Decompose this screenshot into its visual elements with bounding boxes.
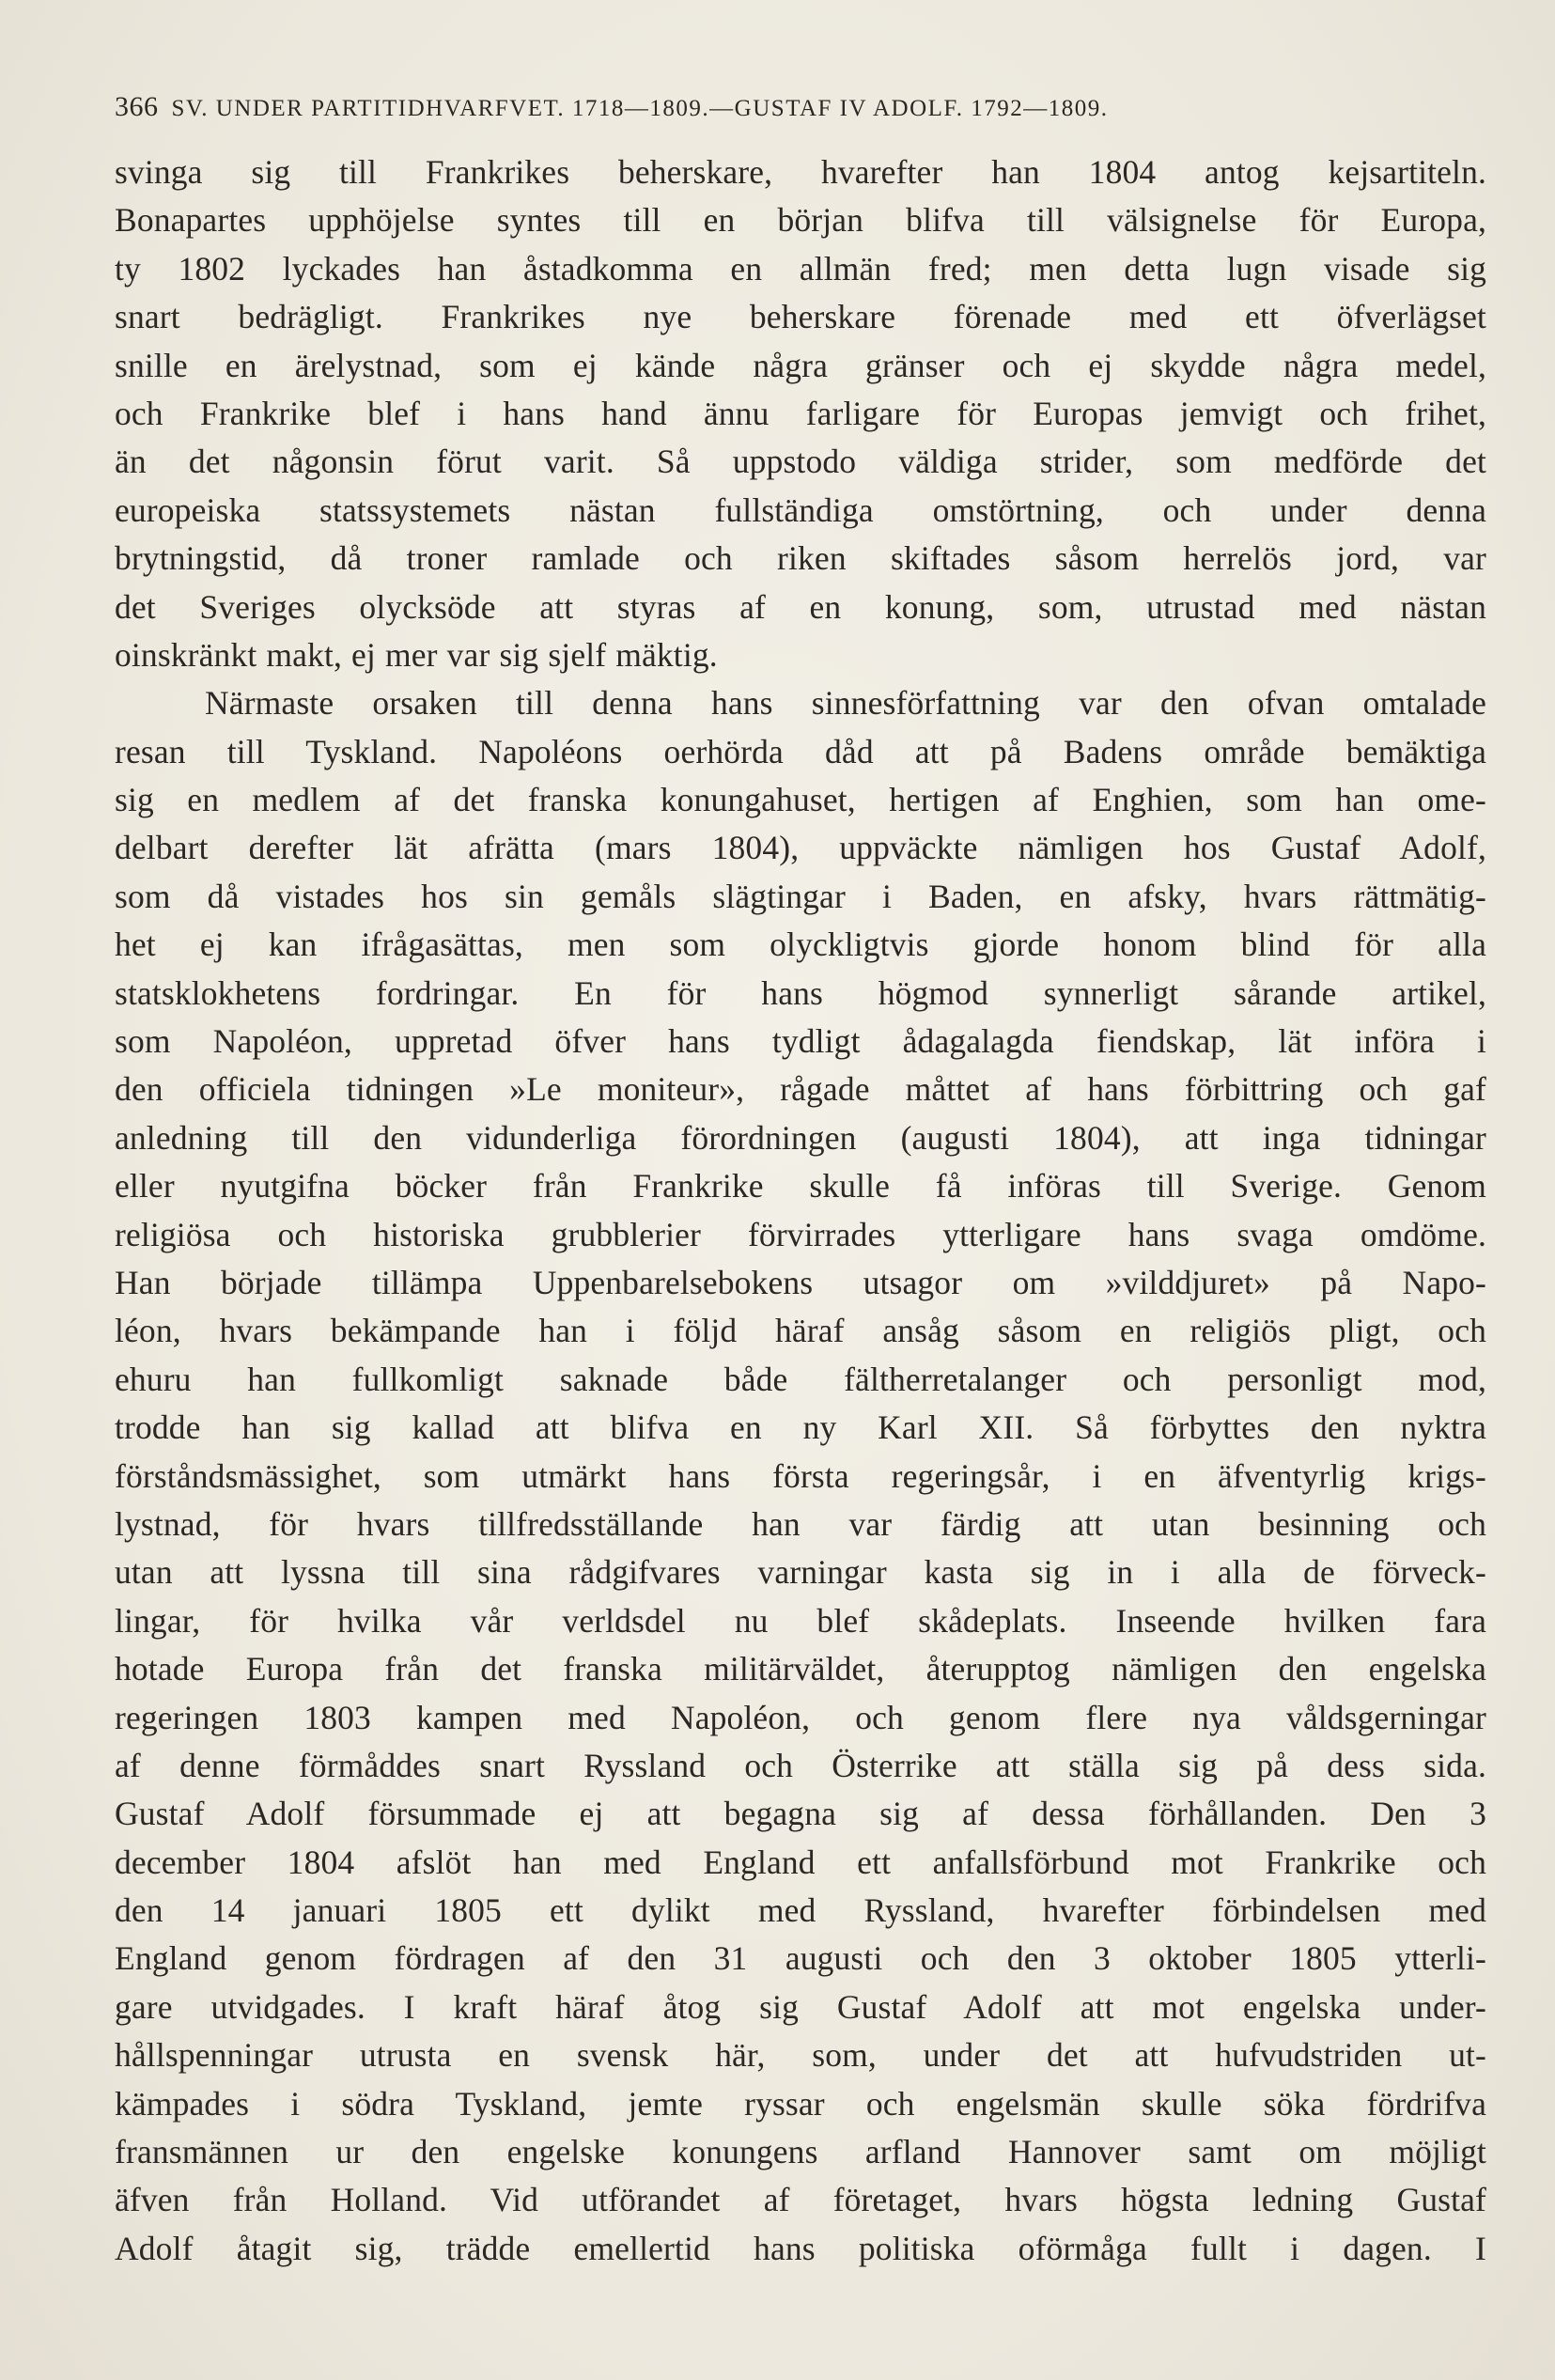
text-line: svinga sig till Frankrikes beherskare, hvarefter han 1804 antog kejsartiteln.: [115, 153, 1486, 191]
text-line: utan att lyssna till sina rådgifvares varningar kasta sig in i alla de förveck-: [115, 1553, 1486, 1592]
page-number: 366: [115, 91, 159, 122]
text-line: anledning till den vidunderliga förordningen (augusti 1804), att inga tidningar: [115, 1118, 1486, 1157]
text-line: trodde han sig kallad att blifva en ny Karl XII. Så förbyttes den nyktra: [115, 1408, 1486, 1447]
text-line: än det någonsin förut varit. Så uppstodo väldiga strider, som medförde det: [115, 443, 1486, 481]
text-line: het ej kan ifrågasättas, men som olyckligtvis gjorde honom blind för alla: [115, 926, 1486, 964]
text-line: Bonapartes upphöjelse syntes till en början blifva till välsignelse för Europa,: [115, 201, 1486, 240]
text-line: ehuru han fullkomligt saknade både fältherretalanger och personligt mod,: [115, 1360, 1486, 1398]
text-line: eller nyutgifna böcker från Frankrike skulle få införas till Sverige. Genom: [115, 1167, 1486, 1206]
paragraph-start-line: Närmaste orsaken till denna hans sinnesförfattning var den ofvan omtalade: [205, 684, 1486, 723]
text-line: hotade Europa från det franska militärväldet, återupptog nämligen den engelska: [115, 1650, 1486, 1688]
text-line: det Sveriges olycksöde att styras af en konung, som, utrustad med nästan: [115, 587, 1486, 626]
text-line: snille en ärelystnad, som ej kände några gränser och ej skydde några medel,: [115, 346, 1486, 384]
text-line: brytningstid, då troner ramlade och riken skiftades såsom herrelös jord, var: [115, 539, 1486, 578]
text-line: kämpades i södra Tyskland, jemte ryssar och engelsmän skulle söka fördrifva: [115, 2084, 1486, 2123]
text-line: af denne förmåddes snart Ryssland och Österrike att ställa sig på dess sida.: [115, 1746, 1486, 1784]
text-line: äfven från Holland. Vid utförandet af företaget, hvars högsta ledning Gustaf: [115, 2181, 1486, 2219]
text-line: och Frankrike blef i hans hand ännu farligare för Europas jemvigt och frihet,: [115, 394, 1486, 432]
text-line: december 1804 afslöt han med England ett anfallsförbund mot Frankrike och: [115, 1843, 1486, 1881]
text-line: delbart derefter lät afrätta (mars 1804), uppväckte nämligen hos Gustaf Adolf,: [115, 829, 1486, 867]
text-line: hållspenningar utrusta en svensk här, som, under det att hufvudstriden ut-: [115, 2036, 1486, 2075]
text-line: som Napoléon, uppretad öfver hans tydligt ådagalagda fiendskap, lät införa i: [115, 1022, 1486, 1061]
text-line: lystnad, för hvars tillfredsställande han var färdig att utan besinning och: [115, 1504, 1486, 1543]
text-line: förståndsmässighet, som utmärkt hans första regeringsår, i en äfventyrlig krigs-: [115, 1456, 1486, 1495]
text-line: fransmännen ur den engelske konungens arfland Hannover samt om möjligt: [115, 2133, 1486, 2171]
text-line: resan till Tyskland. Napoléons oerhörda dåd att på Badens område bemäktiga: [115, 732, 1486, 770]
text-line: sig en medlem af det franska konungahuset, hertigen af Enghien, som han ome-: [115, 781, 1486, 819]
text-line: Adolf åtagit sig, trädde emellertid hans politiska oförmåga fullt i dagen. I: [115, 2229, 1486, 2267]
running-header: [115, 91, 1444, 129]
text-line: den officiela tidningen »Le moniteur», rågade måttet af hans förbittring och gaf: [115, 1070, 1486, 1109]
text-line: europeiska statssystemets nästan fullständiga omstörtning, och under denna: [115, 490, 1486, 529]
body-text: [115, 148, 1486, 2273]
text-line: regeringen 1803 kampen med Napoléon, och genom flere nya våldsgerningar: [115, 1698, 1486, 1736]
text-line: England genom fördragen af den 31 augusti och den 3 oktober 1805 ytterli-: [115, 1939, 1486, 1978]
text-line: snart bedrägligt. Frankrikes nye beherskare förenade med ett öfverlägset: [115, 298, 1486, 336]
text-line: ty 1802 lyckades han åstadkomma en allmän fred; men detta lugn visade sig: [115, 249, 1486, 288]
text-line: gare utvidgades. I kraft häraf åtog sig Gustaf Adolf att mot engelska under-: [115, 1987, 1486, 2026]
text-line: den 14 januari 1805 ett dylikt med Ryssland, hvarefter förbindelsen med: [115, 1891, 1486, 1930]
text-line: Gustaf Adolf försummade ej att begagna sig af dessa förhållanden. Den 3: [115, 1795, 1486, 1833]
text-line: religiösa och historiska grubblerier förvirrades ytterligare hans svaga omdöme.: [115, 1215, 1486, 1253]
paragraph-end-line: oinskränkt makt, ej mer var sig sjelf mäktig.: [115, 635, 718, 674]
text-line: léon, hvars bekämpande han i följd häraf ansåg såsom en religiös pligt, och: [115, 1312, 1486, 1350]
text-line: Han började tillämpa Uppenbarelsebokens utsagor om »vilddjuret» på Napo-: [115, 1263, 1486, 1301]
text-line: som då vistades hos sin gemåls slägtingar i Baden, en afsky, hvars rättmätig-: [115, 877, 1486, 915]
text-line: lingar, för hvilka vår verldsdel nu blef skådeplats. Inseende hvilken fara: [115, 1601, 1486, 1640]
text-line: statsklokhetens fordringar. En för hans högmod synnerligt sårande artikel,: [115, 973, 1486, 1012]
running-title: SV. UNDER PARTITIDHVARFVET. 1718—1809.—GUSTAF IV ADOLF. 1792—1809.: [171, 96, 1109, 121]
